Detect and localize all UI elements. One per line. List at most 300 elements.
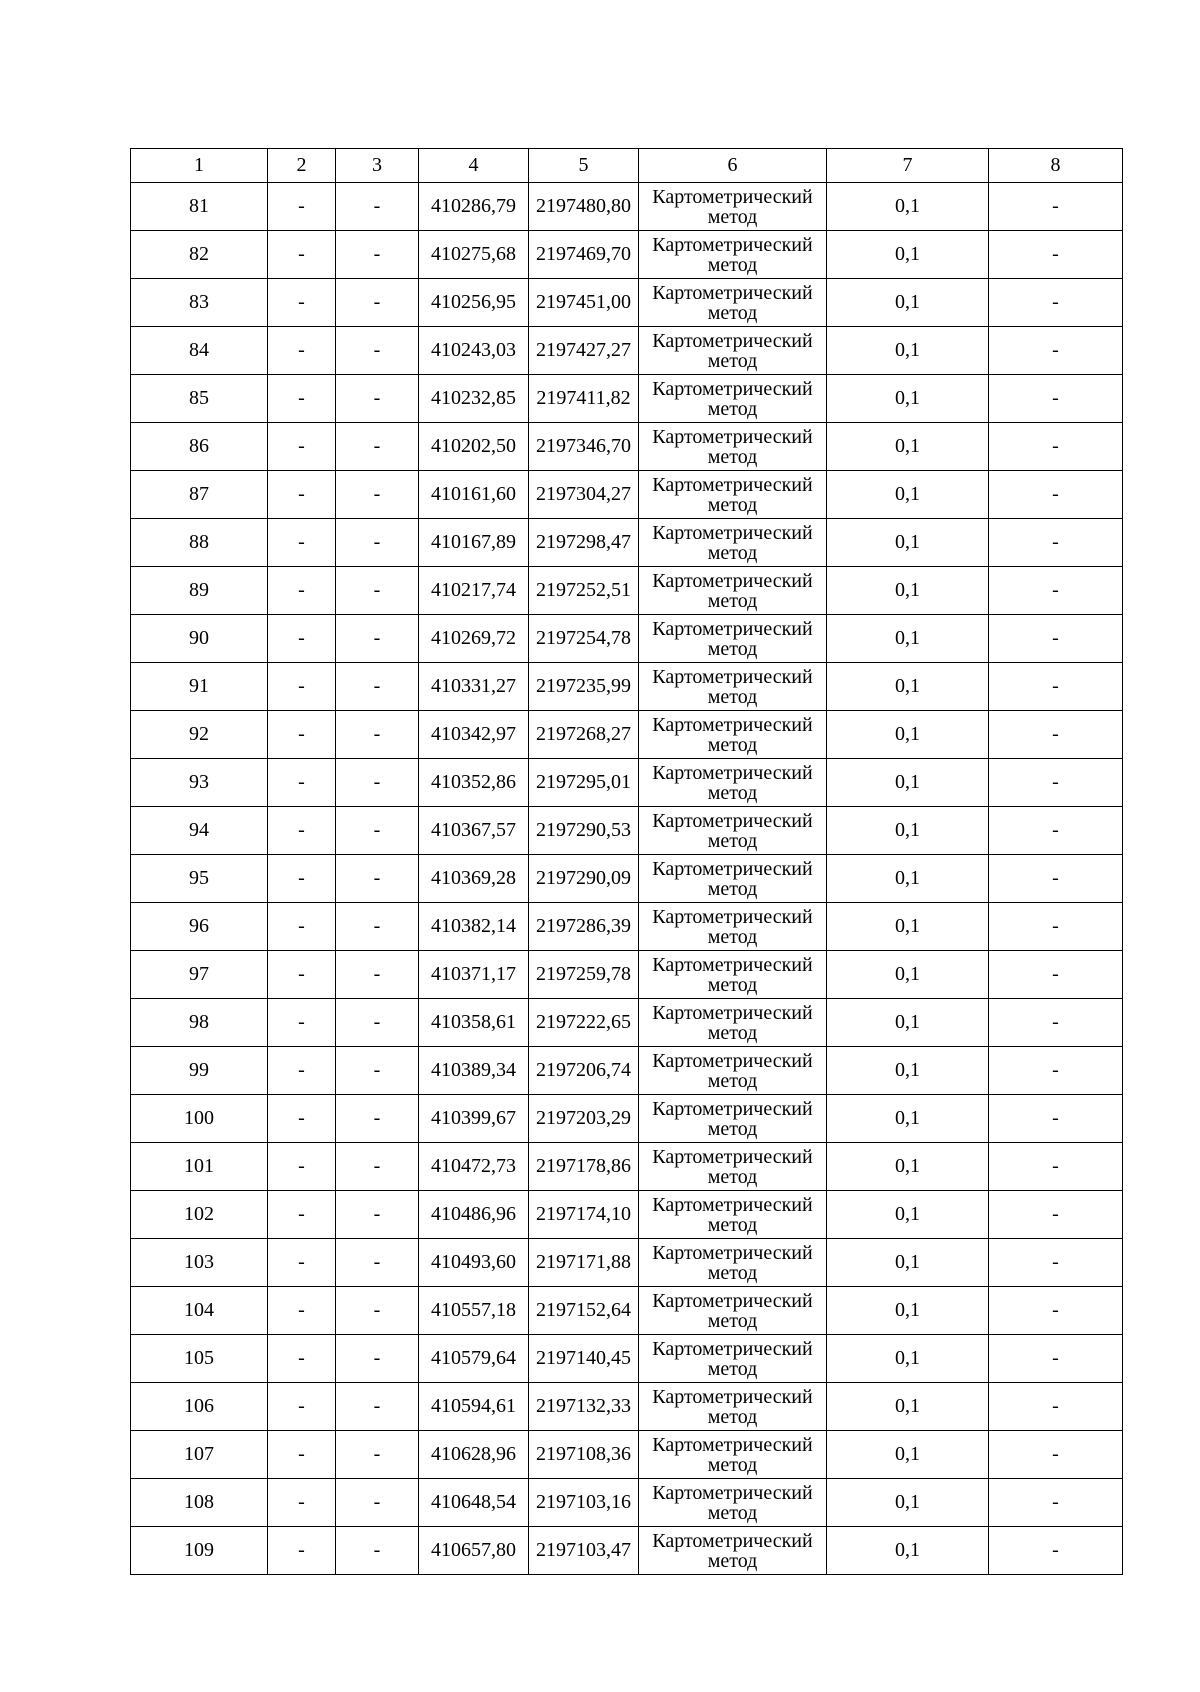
accuracy-cell: 0,1 xyxy=(827,471,989,519)
column-8-cell: - xyxy=(989,1239,1123,1287)
x-coordinate-cell: 410331,27 xyxy=(419,663,529,711)
method-name-line: Картометрический xyxy=(652,1529,813,1552)
column-2-cell: - xyxy=(268,183,336,231)
x-coordinate-cell: 410232,85 xyxy=(419,375,529,423)
table-body xyxy=(131,149,1123,1575)
method-cell xyxy=(639,1431,827,1479)
method-cell xyxy=(639,1047,827,1095)
method-word-line: метод xyxy=(707,205,758,228)
table-row xyxy=(131,1287,1123,1335)
column-3-cell: - xyxy=(336,231,419,279)
method-cell xyxy=(639,1095,827,1143)
x-coordinate-cell: 410399,67 xyxy=(419,1095,529,1143)
method-cell xyxy=(639,615,827,663)
column-3-cell: - xyxy=(336,1479,419,1527)
y-coordinate-cell: 2197411,82 xyxy=(529,375,639,423)
accuracy-cell: 0,1 xyxy=(827,279,989,327)
accuracy-cell: 0,1 xyxy=(827,1527,989,1575)
method-cell xyxy=(639,999,827,1047)
accuracy-cell: 0,1 xyxy=(827,759,989,807)
method-cell xyxy=(639,183,827,231)
table-row xyxy=(131,759,1123,807)
accuracy-cell: 0,1 xyxy=(827,519,989,567)
accuracy-cell: 0,1 xyxy=(827,1383,989,1431)
column-3-cell: - xyxy=(336,1047,419,1095)
column-3-cell: - xyxy=(336,1287,419,1335)
table-row xyxy=(131,1095,1123,1143)
table-row xyxy=(131,903,1123,951)
column-8-cell: - xyxy=(989,711,1123,759)
method-word-line: метод xyxy=(707,733,758,756)
y-coordinate-cell: 2197132,33 xyxy=(529,1383,639,1431)
x-coordinate-cell: 410369,28 xyxy=(419,855,529,903)
column-8-cell: - xyxy=(989,375,1123,423)
column-8-cell: - xyxy=(989,1335,1123,1383)
method-cell xyxy=(639,1239,827,1287)
y-coordinate-cell: 2197103,47 xyxy=(529,1527,639,1575)
table-row xyxy=(131,1239,1123,1287)
column-3-cell: - xyxy=(336,375,419,423)
table-row xyxy=(131,615,1123,663)
point-number-cell: 84 xyxy=(131,327,268,375)
method-cell xyxy=(639,1191,827,1239)
accuracy-cell: 0,1 xyxy=(827,327,989,375)
method-word-line: метод xyxy=(707,1501,758,1524)
column-2-cell: - xyxy=(268,231,336,279)
coordinates-table xyxy=(130,148,1123,1575)
point-number-cell: 103 xyxy=(131,1239,268,1287)
accuracy-cell: 0,1 xyxy=(827,375,989,423)
column-header-8: 8 xyxy=(989,149,1123,183)
column-3-cell: - xyxy=(336,519,419,567)
method-name-line: Картометрический xyxy=(652,1433,813,1456)
column-8-cell: - xyxy=(989,807,1123,855)
x-coordinate-cell: 410579,64 xyxy=(419,1335,529,1383)
table-row xyxy=(131,567,1123,615)
column-2-cell: - xyxy=(268,1383,336,1431)
table-row xyxy=(131,1431,1123,1479)
y-coordinate-cell: 2197268,27 xyxy=(529,711,639,759)
column-3-cell: - xyxy=(336,855,419,903)
column-8-cell: - xyxy=(989,471,1123,519)
accuracy-cell: 0,1 xyxy=(827,231,989,279)
column-3-cell: - xyxy=(336,1431,419,1479)
y-coordinate-cell: 2197295,01 xyxy=(529,759,639,807)
x-coordinate-cell: 410557,18 xyxy=(419,1287,529,1335)
accuracy-cell: 0,1 xyxy=(827,1479,989,1527)
column-3-cell: - xyxy=(336,807,419,855)
point-number-cell: 93 xyxy=(131,759,268,807)
accuracy-cell: 0,1 xyxy=(827,1287,989,1335)
table-row xyxy=(131,183,1123,231)
point-number-cell: 89 xyxy=(131,567,268,615)
y-coordinate-cell: 2197252,51 xyxy=(529,567,639,615)
column-8-cell: - xyxy=(989,519,1123,567)
method-word-line: метод xyxy=(707,253,758,276)
method-name-line: Картометрический xyxy=(652,521,813,544)
column-2-cell: - xyxy=(268,1143,336,1191)
method-name-line: Картометрический xyxy=(652,377,813,400)
column-3-cell: - xyxy=(336,615,419,663)
column-8-cell: - xyxy=(989,183,1123,231)
column-8-cell: - xyxy=(989,1095,1123,1143)
column-header-5: 5 xyxy=(529,149,639,183)
method-cell xyxy=(639,663,827,711)
table-row xyxy=(131,1335,1123,1383)
point-number-cell: 105 xyxy=(131,1335,268,1383)
method-cell xyxy=(639,471,827,519)
x-coordinate-cell: 410243,03 xyxy=(419,327,529,375)
column-3-cell: - xyxy=(336,1383,419,1431)
column-3-cell: - xyxy=(336,759,419,807)
column-2-cell: - xyxy=(268,711,336,759)
column-8-cell: - xyxy=(989,615,1123,663)
accuracy-cell: 0,1 xyxy=(827,663,989,711)
point-number-cell: 81 xyxy=(131,183,268,231)
x-coordinate-cell: 410167,89 xyxy=(419,519,529,567)
column-8-cell: - xyxy=(989,855,1123,903)
y-coordinate-cell: 2197222,65 xyxy=(529,999,639,1047)
accuracy-cell: 0,1 xyxy=(827,615,989,663)
point-number-cell: 82 xyxy=(131,231,268,279)
accuracy-cell: 0,1 xyxy=(827,1431,989,1479)
x-coordinate-cell: 410389,34 xyxy=(419,1047,529,1095)
method-name-line: Картометрический xyxy=(652,1385,813,1408)
y-coordinate-cell: 2197108,36 xyxy=(529,1431,639,1479)
point-number-cell: 101 xyxy=(131,1143,268,1191)
column-2-cell: - xyxy=(268,807,336,855)
table-row xyxy=(131,1191,1123,1239)
column-3-cell: - xyxy=(336,711,419,759)
accuracy-cell: 0,1 xyxy=(827,951,989,999)
point-number-cell: 88 xyxy=(131,519,268,567)
column-header-6: 6 xyxy=(639,149,827,183)
table-row xyxy=(131,231,1123,279)
method-name-line: Картометрический xyxy=(652,953,813,976)
table-row xyxy=(131,327,1123,375)
column-8-cell: - xyxy=(989,951,1123,999)
method-name-line: Картометрический xyxy=(652,185,813,208)
x-coordinate-cell: 410358,61 xyxy=(419,999,529,1047)
table-row xyxy=(131,1047,1123,1095)
column-8-cell: - xyxy=(989,1527,1123,1575)
column-8-cell: - xyxy=(989,1431,1123,1479)
method-word-line: метод xyxy=(707,877,758,900)
y-coordinate-cell: 2197203,29 xyxy=(529,1095,639,1143)
method-name-line: Картометрический xyxy=(652,1481,813,1504)
column-2-cell: - xyxy=(268,1239,336,1287)
column-2-cell: - xyxy=(268,375,336,423)
column-2-cell: - xyxy=(268,1287,336,1335)
method-word-line: метод xyxy=(707,829,758,852)
method-cell xyxy=(639,903,827,951)
method-word-line: метод xyxy=(707,493,758,516)
y-coordinate-cell: 2197451,00 xyxy=(529,279,639,327)
method-name-line: Картометрический xyxy=(652,905,813,928)
column-8-cell: - xyxy=(989,759,1123,807)
column-2-cell: - xyxy=(268,1527,336,1575)
accuracy-cell: 0,1 xyxy=(827,855,989,903)
y-coordinate-cell: 2197152,64 xyxy=(529,1287,639,1335)
table-row xyxy=(131,519,1123,567)
column-2-cell: - xyxy=(268,1095,336,1143)
column-8-cell: - xyxy=(989,279,1123,327)
method-word-line: метод xyxy=(707,973,758,996)
column-8-cell: - xyxy=(989,1143,1123,1191)
column-2-cell: - xyxy=(268,1479,336,1527)
column-3-cell: - xyxy=(336,1335,419,1383)
y-coordinate-cell: 2197469,70 xyxy=(529,231,639,279)
method-name-line: Картометрический xyxy=(652,233,813,256)
method-word-line: метод xyxy=(707,589,758,612)
method-word-line: метод xyxy=(707,1213,758,1236)
point-number-cell: 91 xyxy=(131,663,268,711)
column-8-cell: - xyxy=(989,423,1123,471)
method-cell xyxy=(639,1143,827,1191)
accuracy-cell: 0,1 xyxy=(827,423,989,471)
method-word-line: метод xyxy=(707,685,758,708)
method-word-line: метод xyxy=(707,301,758,324)
y-coordinate-cell: 2197254,78 xyxy=(529,615,639,663)
table-row xyxy=(131,711,1123,759)
accuracy-cell: 0,1 xyxy=(827,1239,989,1287)
accuracy-cell: 0,1 xyxy=(827,1335,989,1383)
column-3-cell: - xyxy=(336,1143,419,1191)
column-8-cell: - xyxy=(989,903,1123,951)
point-number-cell: 98 xyxy=(131,999,268,1047)
x-coordinate-cell: 410648,54 xyxy=(419,1479,529,1527)
point-number-cell: 87 xyxy=(131,471,268,519)
column-header-7: 7 xyxy=(827,149,989,183)
method-word-line: метод xyxy=(707,637,758,660)
column-3-cell: - xyxy=(336,327,419,375)
point-number-cell: 90 xyxy=(131,615,268,663)
accuracy-cell: 0,1 xyxy=(827,999,989,1047)
column-3-cell: - xyxy=(336,999,419,1047)
method-word-line: метод xyxy=(707,349,758,372)
column-8-cell: - xyxy=(989,999,1123,1047)
point-number-cell: 102 xyxy=(131,1191,268,1239)
method-word-line: метод xyxy=(707,1117,758,1140)
column-3-cell: - xyxy=(336,1239,419,1287)
point-number-cell: 104 xyxy=(131,1287,268,1335)
method-name-line: Картометрический xyxy=(652,1241,813,1264)
method-name-line: Картометрический xyxy=(652,713,813,736)
method-cell xyxy=(639,1527,827,1575)
method-name-line: Картометрический xyxy=(652,1001,813,1024)
method-name-line: Картометрический xyxy=(652,809,813,832)
accuracy-cell: 0,1 xyxy=(827,807,989,855)
method-name-line: Картометрический xyxy=(652,329,813,352)
method-cell xyxy=(639,231,827,279)
point-number-cell: 96 xyxy=(131,903,268,951)
x-coordinate-cell: 410161,60 xyxy=(419,471,529,519)
y-coordinate-cell: 2197346,70 xyxy=(529,423,639,471)
point-number-cell: 107 xyxy=(131,1431,268,1479)
point-number-cell: 83 xyxy=(131,279,268,327)
column-header-1: 1 xyxy=(131,149,268,183)
x-coordinate-cell: 410367,57 xyxy=(419,807,529,855)
method-word-line: метод xyxy=(707,1069,758,1092)
column-2-cell: - xyxy=(268,423,336,471)
column-number-row xyxy=(131,149,1123,183)
column-2-cell: - xyxy=(268,951,336,999)
y-coordinate-cell: 2197140,45 xyxy=(529,1335,639,1383)
x-coordinate-cell: 410275,68 xyxy=(419,231,529,279)
y-coordinate-cell: 2197304,27 xyxy=(529,471,639,519)
table-row xyxy=(131,855,1123,903)
method-name-line: Картометрический xyxy=(652,569,813,592)
method-word-line: метод xyxy=(707,1357,758,1380)
column-8-cell: - xyxy=(989,1479,1123,1527)
method-cell xyxy=(639,855,827,903)
x-coordinate-cell: 410472,73 xyxy=(419,1143,529,1191)
x-coordinate-cell: 410371,17 xyxy=(419,951,529,999)
method-name-line: Картометрический xyxy=(652,473,813,496)
method-word-line: метод xyxy=(707,781,758,804)
method-cell xyxy=(639,279,827,327)
x-coordinate-cell: 410269,72 xyxy=(419,615,529,663)
method-word-line: метод xyxy=(707,541,758,564)
column-2-cell: - xyxy=(268,1431,336,1479)
column-2-cell: - xyxy=(268,1047,336,1095)
table-row xyxy=(131,1527,1123,1575)
table-row xyxy=(131,951,1123,999)
column-2-cell: - xyxy=(268,519,336,567)
method-word-line: метод xyxy=(707,1453,758,1476)
point-number-cell: 86 xyxy=(131,423,268,471)
x-coordinate-cell: 410352,86 xyxy=(419,759,529,807)
point-number-cell: 100 xyxy=(131,1095,268,1143)
x-coordinate-cell: 410657,80 xyxy=(419,1527,529,1575)
y-coordinate-cell: 2197290,53 xyxy=(529,807,639,855)
method-name-line: Картометрический xyxy=(652,281,813,304)
column-2-cell: - xyxy=(268,855,336,903)
column-3-cell: - xyxy=(336,903,419,951)
column-3-cell: - xyxy=(336,279,419,327)
method-name-line: Картометрический xyxy=(652,425,813,448)
column-2-cell: - xyxy=(268,471,336,519)
method-name-line: Картометрический xyxy=(652,1145,813,1168)
table-row xyxy=(131,999,1123,1047)
table-row xyxy=(131,1383,1123,1431)
method-name-line: Картометрический xyxy=(652,1097,813,1120)
accuracy-cell: 0,1 xyxy=(827,1047,989,1095)
column-8-cell: - xyxy=(989,231,1123,279)
method-name-line: Картометрический xyxy=(652,617,813,640)
method-word-line: метод xyxy=(707,445,758,468)
method-word-line: метод xyxy=(707,1021,758,1044)
accuracy-cell: 0,1 xyxy=(827,1191,989,1239)
table-row xyxy=(131,663,1123,711)
table-row xyxy=(131,1143,1123,1191)
method-name-line: Картометрический xyxy=(652,857,813,880)
method-cell xyxy=(639,423,827,471)
x-coordinate-cell: 410382,14 xyxy=(419,903,529,951)
method-word-line: метод xyxy=(707,1165,758,1188)
column-2-cell: - xyxy=(268,903,336,951)
x-coordinate-cell: 410202,50 xyxy=(419,423,529,471)
column-8-cell: - xyxy=(989,567,1123,615)
point-number-cell: 94 xyxy=(131,807,268,855)
point-number-cell: 97 xyxy=(131,951,268,999)
x-coordinate-cell: 410594,61 xyxy=(419,1383,529,1431)
method-cell xyxy=(639,567,827,615)
column-header-2: 2 xyxy=(268,149,336,183)
table-row xyxy=(131,1479,1123,1527)
column-3-cell: - xyxy=(336,951,419,999)
column-2-cell: - xyxy=(268,615,336,663)
y-coordinate-cell: 2197290,09 xyxy=(529,855,639,903)
column-8-cell: - xyxy=(989,663,1123,711)
method-name-line: Картометрический xyxy=(652,1049,813,1072)
point-number-cell: 99 xyxy=(131,1047,268,1095)
column-3-cell: - xyxy=(336,183,419,231)
column-2-cell: - xyxy=(268,663,336,711)
table-row xyxy=(131,423,1123,471)
column-2-cell: - xyxy=(268,1335,336,1383)
column-2-cell: - xyxy=(268,999,336,1047)
column-2-cell: - xyxy=(268,567,336,615)
method-cell xyxy=(639,1335,827,1383)
column-8-cell: - xyxy=(989,1383,1123,1431)
method-word-line: метод xyxy=(707,925,758,948)
method-cell xyxy=(639,1383,827,1431)
column-8-cell: - xyxy=(989,327,1123,375)
point-number-cell: 108 xyxy=(131,1479,268,1527)
y-coordinate-cell: 2197427,27 xyxy=(529,327,639,375)
accuracy-cell: 0,1 xyxy=(827,1143,989,1191)
method-word-line: метод xyxy=(707,1261,758,1284)
column-8-cell: - xyxy=(989,1047,1123,1095)
method-word-line: метод xyxy=(707,1309,758,1332)
y-coordinate-cell: 2197286,39 xyxy=(529,903,639,951)
point-number-cell: 95 xyxy=(131,855,268,903)
column-3-cell: - xyxy=(336,663,419,711)
accuracy-cell: 0,1 xyxy=(827,711,989,759)
y-coordinate-cell: 2197298,47 xyxy=(529,519,639,567)
method-cell xyxy=(639,759,827,807)
method-cell xyxy=(639,711,827,759)
method-cell xyxy=(639,327,827,375)
y-coordinate-cell: 2197103,16 xyxy=(529,1479,639,1527)
table-row xyxy=(131,807,1123,855)
column-8-cell: - xyxy=(989,1287,1123,1335)
column-8-cell: - xyxy=(989,1191,1123,1239)
y-coordinate-cell: 2197174,10 xyxy=(529,1191,639,1239)
y-coordinate-cell: 2197206,74 xyxy=(529,1047,639,1095)
method-word-line: метод xyxy=(707,1405,758,1428)
column-2-cell: - xyxy=(268,279,336,327)
accuracy-cell: 0,1 xyxy=(827,1095,989,1143)
point-number-cell: 106 xyxy=(131,1383,268,1431)
column-3-cell: - xyxy=(336,471,419,519)
method-name-line: Картометрический xyxy=(652,761,813,784)
accuracy-cell: 0,1 xyxy=(827,183,989,231)
column-3-cell: - xyxy=(336,1191,419,1239)
column-header-3: 3 xyxy=(336,149,419,183)
x-coordinate-cell: 410256,95 xyxy=(419,279,529,327)
point-number-cell: 85 xyxy=(131,375,268,423)
column-2-cell: - xyxy=(268,1191,336,1239)
y-coordinate-cell: 2197480,80 xyxy=(529,183,639,231)
method-cell xyxy=(639,807,827,855)
column-2-cell: - xyxy=(268,759,336,807)
method-cell xyxy=(639,951,827,999)
column-header-4: 4 xyxy=(419,149,529,183)
accuracy-cell: 0,1 xyxy=(827,903,989,951)
x-coordinate-cell: 410493,60 xyxy=(419,1239,529,1287)
